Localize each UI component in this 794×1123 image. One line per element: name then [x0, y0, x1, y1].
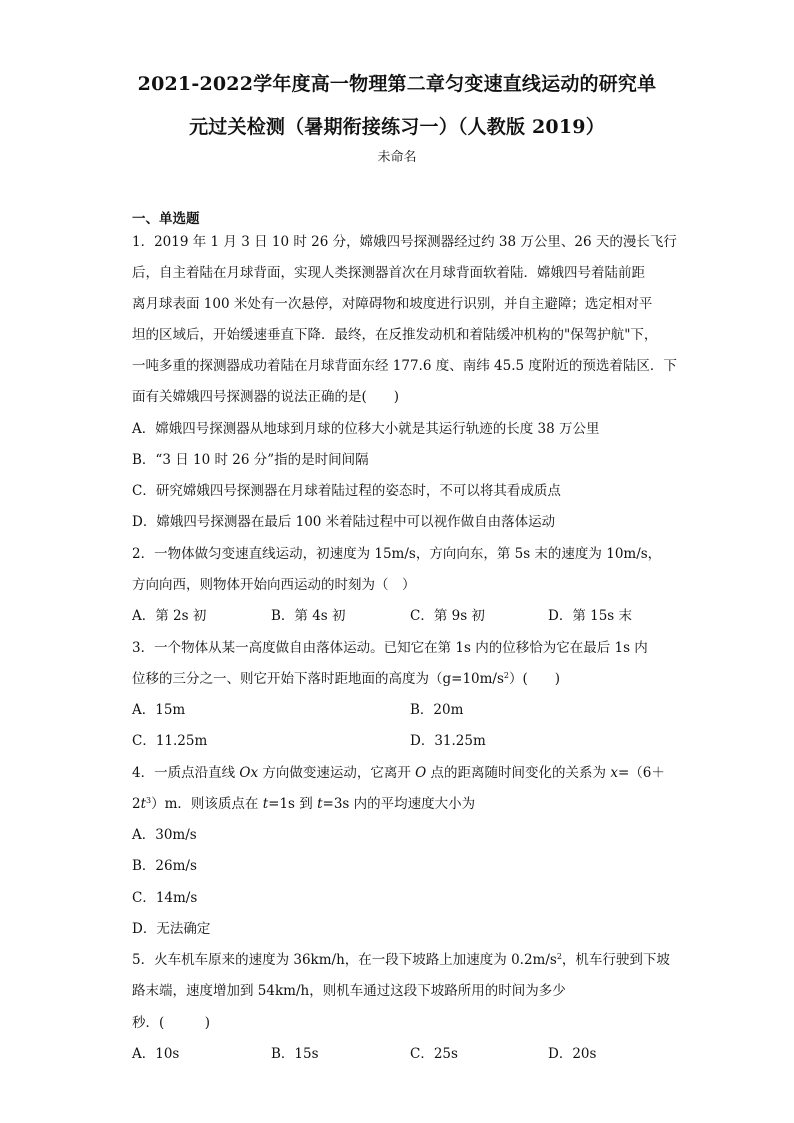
q3-line2-tail: ）( ) [509, 671, 561, 687]
q4-stem-line-1 [132, 764, 665, 782]
q4-line1-var-x: x [610, 765, 618, 781]
q4-line1-text-d: =（6＋ [617, 765, 665, 781]
q4-line2-text-d: =3s 内的平均速度大小为 [322, 796, 476, 812]
q1-option-b: B．“3 日 10 时 26 分”指的是时间间隔 [132, 452, 369, 468]
q5-option-b: B．15s [271, 1046, 319, 1062]
q4-line1-text-a: 4．一质点沿直线 [132, 765, 240, 781]
q4-option-a: A．30m/s [132, 827, 197, 843]
q4-line1-text-b: 方向做变速运动，它离开 [258, 765, 416, 781]
q4-line2-var-t: t [140, 796, 147, 812]
q4-option-c: C．14m/s [132, 890, 198, 906]
q4-line1-text-c: 点的距离随时间变化的关系为 [426, 765, 611, 781]
q2-option-a: A．第 2s 初 [132, 608, 207, 624]
q2-stem-line-2: 方向向西，则物体开始向西运动的时刻为（ ） [132, 577, 416, 593]
q1-stem-line-6: 面有关嫦娥四号探测器的说法正确的是( ) [132, 389, 400, 405]
q1-option-c: C．研究嫦娥四号探测器在月球着陆过程的姿态时，不可以将其看成质点 [132, 483, 561, 499]
q4-option-d: D．无法确定 [132, 921, 211, 937]
q5-stem-line-1 [132, 951, 670, 969]
q5-option-a: A．10s [132, 1046, 180, 1062]
q1-stem-line-1: 1．2019 年 1 月 3 日 10 时 26 分，嫦娥四号探测器经过约 38 万公里、26 天的漫长飞行 [132, 234, 677, 250]
q4-line1-var-ox: Ox [239, 765, 259, 781]
q5-line1-text: 5．火车机车原来的速度为 36km/h，在一段下坡路上加速度为 0.2m/s [132, 952, 557, 968]
q3-option-a: A．15m [132, 702, 186, 718]
q4-line2-text-c: =1s 到 [268, 796, 318, 812]
q4-line2-superscript: 3 [146, 796, 152, 805]
q3-option-c: C．11.25m [132, 733, 208, 749]
exam-title-line-1: 2021-2022学年度高一物理第二章匀变速直线运动的研究单 [137, 73, 657, 95]
q4-line1-var-o: O [415, 765, 427, 781]
q5-line1-superscript: 2 [556, 952, 562, 961]
q4-line2-var-t3: t [317, 796, 323, 812]
q2-option-b: B．第 4s 初 [271, 608, 346, 624]
q4-line2-text-b: ）m．则该质点在 [151, 796, 263, 812]
q3-option-b: B．20m [410, 702, 464, 718]
exam-title-line-2: 元过关检测（暑期衔接练习一）（人教版 2019） [189, 116, 605, 138]
q1-option-a: A．嫦娥四号探测器从地球到月球的位移大小就是其运行轨迹的长度 38 万公里 [132, 421, 600, 437]
q4-line2-text-a: 2 [132, 796, 141, 812]
q4-option-b: B．26m/s [132, 858, 197, 874]
q4-line2-var-t1: t [262, 796, 269, 812]
q3-stem-line-2 [132, 670, 560, 688]
q3-stem-line-1: 3．一个物体从某一高度做自由落体运动。已知它在第 1s 内的位移恰为它在最后 1s 内 [132, 640, 648, 656]
q2-option-d: D．第 15s 末 [548, 608, 633, 624]
q3-line2-superscript: 2 [503, 671, 510, 680]
q2-option-c: C．第 9s 初 [410, 608, 485, 624]
q5-stem-line-3: 秒．( ) [132, 1015, 211, 1031]
q5-option-d: D．20s [548, 1046, 597, 1062]
q1-option-d: D．嫦娥四号探测器在最后 100 米着陆过程中可以视作做自由落体运动 [132, 514, 556, 530]
q2-stem-line-1: 2．一物体做匀变速直线运动，初速度为 15m/s，方向向东，第 5s 末的速度为 10m/s， [132, 546, 662, 562]
author-label: 未命名 [377, 150, 417, 165]
q5-line1-tail: ，机车行驶到下坡 [561, 952, 670, 968]
q1-stem-line-3: 离月球表面 100 米处有一次悬停，对障碍物和坡度进行识别，并自主避障；选定相对平 [132, 296, 653, 312]
q3-option-d: D．31.25m [410, 733, 486, 749]
q5-option-c: C．25s [410, 1046, 458, 1062]
q5-stem-line-2: 路末端，速度增加到 54km/h，则机车通过这段下坡路所用的时间为多少 [132, 983, 566, 999]
section-heading: 一、单选题 [132, 211, 200, 227]
q1-stem-line-4: 坦的区域后，开始缓速垂直下降．最终，在反推发动机和着陆缓冲机构的"保驾护航"下， [132, 327, 658, 343]
q4-stem-line-2 [132, 795, 475, 813]
q1-stem-line-5: 一吨多重的探测器成功着陆在月球背面东经 177.6 度、南纬 45.5 度附近的预选着陆区．下 [132, 358, 677, 374]
q1-stem-line-2: 后，自主着陆在月球背面，实现人类探测器首次在月球背面软着陆．嫦娥四号着陆前距 [132, 265, 645, 281]
q3-line2-text: 位移的三分之一、则它开始下落时距地面的高度为（g=10m/s [132, 671, 504, 687]
